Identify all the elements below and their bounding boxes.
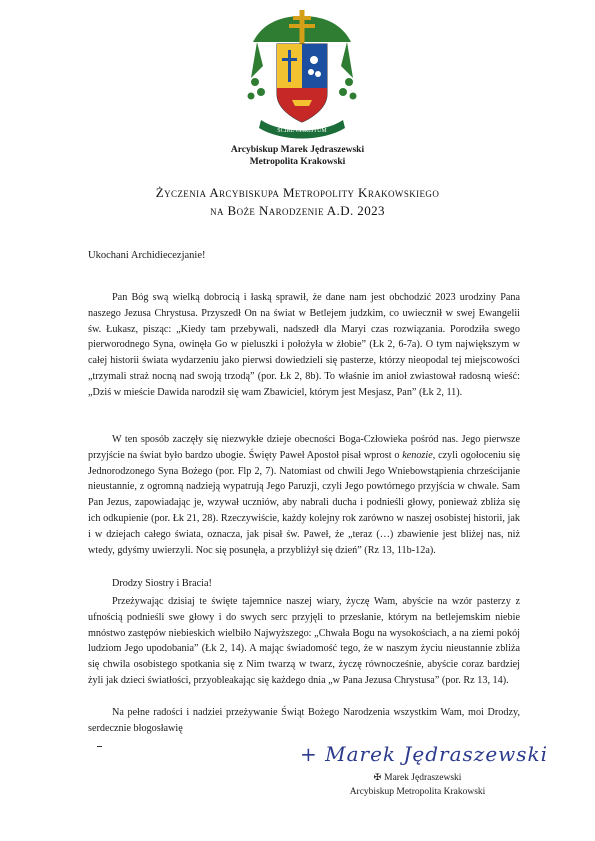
author-title: Metropolita Krakowski	[249, 157, 346, 167]
letter-heading-line2: na Boże Narodzenie A.D. 2023	[210, 203, 385, 218]
greeting: Ukochani Archidiecezjanie!	[88, 250, 206, 261]
kenoza-term: kenozie	[402, 449, 433, 461]
signature-title: Arcybiskup Metropolita Krakowski	[349, 787, 486, 797]
paragraph-4: Przeżywając dzisiaj te święte tajemnice naszej wiary, życzę Wam, abyście na wzór pasterzy z ufnością podnieśli swe głowy i do swych serc przyjęli to przesłanie, którym na betlejemskim niebie mnóstwo zastępów niebieskich wielbiło Najwyższego: „Chwała Bogu na wysokościach, a na ziemi pokój ludziom Jego upodobania” (Łk 2, 14). A mając świadomość tego, że w naszym życiu nieustannie zbliża się chwila osobistego spotkania się z Nim twarzą w twarz, życzę równocześnie, abyście coraz bardziej żyli jak dzieci światłości, przyobleakając się każdego dnia „w Pana Jezusa Chrystusa” (por. Rz 13, 14).	[88, 596, 520, 686]
motto-ribbon	[259, 120, 345, 139]
letter-heading-line1: Życzenia Arcybiskupa Metropolity Krakowskiego	[155, 185, 440, 200]
motto-text: SCIRE CHRISTUM	[277, 128, 327, 134]
dash-mark	[97, 746, 102, 747]
paragraph-1: Pan Bóg swą wielką dobrocią i łaską sprawił, że dane nam jest obchodzić 2023 urodziny Pana naszego Jezusa Chrystusa. Przyszedł On na świat w Betlejem judzkim, co uwiecznił w swej Ewangelii św. Łukasz, pisząc: „Kiedy tam przebywali, nadszedł dla Maryi czas rozwiązania. Porodziła swego pierworodnego Syna, owinęła Go w pieluszki i położyła w żłobie” (Łk 2, 6-7a). O tym największym w całej historii świata wydarzeniu jako pierwsi dowiedzieli się pasterze, którzy nieopodal tej miejscowości „trzymali straż nocną nad swoją trzodą” (por. Łk 2, 8b). To właśnie im anioł zwiastował radosną wieść: „Dziś w mieście Dawida narodził się wam Zbawiciel, którym jest Mesjasz, Pan” (Łk 2, 11).	[88, 292, 520, 398]
shield-icon	[277, 44, 327, 122]
paragraph-5: Na pełne radości i nadziei przeżywanie Świąt Bożego Narodzenia wszystkim Wam, moi Drodzy, serdecznie błogosławię	[88, 707, 520, 734]
coat-of-arms	[247, 8, 357, 140]
cross-icon: ✠	[373, 772, 382, 782]
signature-name: ✠ Marek Jędraszewski	[373, 772, 462, 783]
author-name: Arcybiskup Marek Jędraszewski	[230, 145, 365, 155]
handwritten-signature: + Marek Jędraszewski	[300, 742, 549, 766]
paragraph-3: Drodzy Siostry i Bracia!	[112, 578, 212, 589]
paragraph-2: W ten sposób zaczęły się niezwykłe dzieje obecności Boga-Człowieka pośród nas. Jego pierwsze przyjście na świat było bardzo ubogie. Święty Paweł Apostoł pisał wprost o kenozie, czyli ogołoceniu się Jednorodzonego Syna Bożego (por. Flp 2, 7). Natomiast od chwili Jego Wniebowstąpienia chrześcijanie nieustannie, z ogromną nadzieją wypatrują Jego Paruzji, czyli Jego powtórnego przyjścia w chwale. Sam Pan Jezus, zapowiadając je, wzywał uczniów, aby nabrali ducha i podnieśli głowy, ponieważ zbliża się ich odkupienie (por. Łk 21, 28). Rzeczywiście, każdy kolejny rok zarówno w naszej osobistej historii, jak i w dziejach całego świata, oznacza, jak pisał św. Paweł, że „teraz (…) zbawienie jest bliżej nas, niż wtedy, gdyśmy uwierzyli. Noc się posunęła, a przybliżył się dzień” (Rz 13, 11b-12a).	[88, 434, 520, 556]
